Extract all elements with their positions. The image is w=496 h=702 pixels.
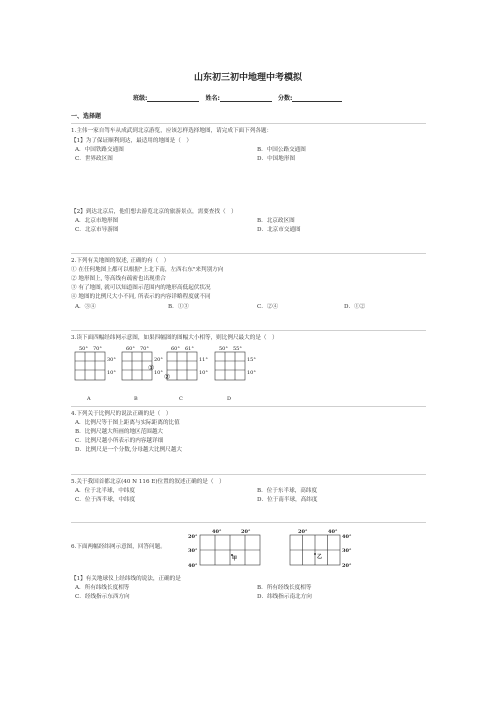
yi-right-bottom: 20° — [342, 563, 352, 569]
q2-option-c: C．②④ — [257, 304, 279, 310]
q4-stem: 4.下列关于比例尺的说法正确的是（ ） — [71, 411, 172, 417]
q4-option-a: A．比例尺等于图上距离与实际距离的比值 — [75, 420, 180, 426]
fig-c-top-left: 60° — [171, 346, 180, 352]
q6-p1-option-a: A．所有纬线长度相等 — [75, 585, 130, 591]
fig-a-right-top: 30° — [107, 357, 116, 363]
jia-left-middle: 30° — [188, 548, 198, 554]
q1-p2-option-b: B．北京政区图 — [257, 218, 295, 224]
fig-b-letter: B — [134, 396, 138, 402]
q6-p1-option-b: B．所有经线长度相等 — [257, 585, 312, 591]
fig-b-top-left: 60° — [126, 346, 135, 352]
q2-statement-4: ④ 地图的比例尺大小不同, 所表示的内容详略程度就不同 — [71, 294, 211, 300]
q6-p1-option-c: C．经线指示东西方向 — [75, 594, 130, 600]
q6-figure-yi — [288, 527, 358, 572]
fig-c-mark: ② — [164, 373, 171, 381]
fig-d-right-top: 15° — [247, 357, 256, 363]
divider — [71, 474, 426, 475]
yi-top-right: 40° — [328, 529, 338, 535]
q1-p1-option-b: B．中国公路交通图 — [257, 147, 306, 153]
jia-left-bottom: 40° — [188, 563, 198, 569]
q6-p1-stem: 【1】有关地球仪上经纬线的说法，正确的是 — [71, 576, 181, 582]
name-blank — [220, 95, 272, 102]
q6-p1-option-d: D．纬线指示南北方向 — [257, 594, 312, 600]
yi-right-middle: 30° — [342, 548, 352, 554]
class-label: 班级: — [133, 95, 148, 102]
jia-top-left: 40° — [212, 529, 222, 535]
q5-option-c: C．位于西半球，中纬度 — [75, 497, 136, 503]
fig-a-letter: A — [87, 396, 91, 402]
divider — [71, 253, 426, 254]
q2-option-a: A．③④ — [75, 304, 96, 310]
q1-p1-option-d: D．中国地形图 — [257, 156, 296, 162]
divider — [71, 522, 426, 523]
fig-c-right-bottom: 10° — [199, 370, 208, 376]
divider — [71, 330, 426, 331]
q3-stem: 3.读下面四幅经纬网示意图，如果四幅图的图幅大小相等，则比例尺最大的是（ ） — [71, 335, 278, 341]
q2-stem: 2.下列有关地图的叙述, 正确的有（ ） — [71, 258, 170, 264]
section-heading: 一、选择题 — [71, 113, 102, 120]
yi-point — [314, 553, 316, 555]
fig-b-right-top: 20° — [154, 357, 163, 363]
q2-statement-2: ② 地形图上, 等高线有疏密也出现重合 — [71, 276, 166, 282]
q4-option-d: D．比例尺是一个分数,分母越大比例尺越大 — [75, 447, 182, 453]
fig-a-right-bottom: 10° — [107, 370, 116, 376]
fig-d-top-left: 50° — [219, 346, 228, 352]
q2-option-d: D．①② — [344, 304, 366, 310]
jia-mark: 甲 — [232, 556, 238, 562]
q6-stem: 6.下面两幅经纬网示意图，回答问题。 — [71, 544, 166, 550]
q3-graticule-figure — [71, 344, 271, 402]
fig-b-top-right: 70° — [140, 346, 149, 352]
fig-b-right-bottom: 10° — [154, 370, 163, 376]
q1-p1-stem: 【1】为了保证顺利到达，最适用的地图是（ ） — [71, 138, 193, 144]
q2-option-b: B．①③ — [168, 304, 189, 310]
q2-statement-3: ③ 有了地图, 就可以知道图示范围内的地形高低起伏状况 — [71, 285, 211, 291]
q1-p2-option-d: D．北京市交通图 — [257, 227, 301, 233]
jia-left-top: 20° — [188, 534, 198, 540]
fig-a-top-left: 50° — [79, 346, 88, 352]
q1-p1-option-c: C．世界政区图 — [75, 156, 113, 162]
yi-top-left: 20° — [298, 529, 308, 535]
fig-c-letter: C — [179, 396, 183, 402]
q1-p2-option-c: C．北京市导游图 — [75, 227, 119, 233]
q5-option-d: D．位于南半球，高纬度 — [257, 497, 318, 503]
fig-c-top-right: 61° — [185, 346, 194, 352]
q4-option-b: B．比例尺越大所画的地区范围越大 — [75, 429, 164, 435]
fig-d-letter: D — [227, 396, 232, 402]
class-blank — [147, 95, 199, 102]
q1-stem: 1.主伟一家自驾车从成武到北京游览，应该怎样选择地图，请完成下面下列各题： — [71, 128, 273, 134]
jia-top-right: 20° — [241, 529, 251, 535]
q5-option-a: A．位于北半球，中纬度 — [75, 488, 135, 494]
fig-d-top-right: 55° — [233, 346, 242, 352]
divider — [71, 406, 426, 407]
fig-a-top-right: 70° — [93, 346, 102, 352]
yi-right-top: 40° — [342, 534, 352, 540]
fig-b-mark: ① — [148, 364, 155, 372]
q4-option-c: C．比例尺越小所表示的内容越详细 — [75, 438, 164, 444]
info-line — [133, 93, 342, 102]
name-label: 姓名: — [205, 95, 220, 102]
q1-p2-stem: 【2】到达北京后，他们想去游览北京的旅游景点，需要查找（ ） — [71, 209, 237, 215]
q1-p1-option-a: A．中国铁路交通图 — [75, 147, 124, 153]
fig-c-right-top: 11° — [199, 357, 208, 363]
q6-figure-jia — [186, 527, 276, 572]
page-title: 山东初三初中地理中考模拟 — [193, 73, 302, 83]
divider — [71, 123, 426, 124]
q5-option-b: B．位于东半球，高纬度 — [257, 488, 318, 494]
fig-d-right-bottom: 10° — [247, 370, 256, 376]
yi-mark: 乙 — [317, 554, 323, 560]
q1-p2-option-a: A．北京市地形图 — [75, 218, 119, 224]
score-blank — [292, 95, 342, 102]
q5-stem: 5.关于我国首都北京(40 N 116 E)位置的叙述正确的是（ ） — [71, 479, 225, 485]
score-label: 分数: — [278, 95, 293, 102]
q2-statement-1: ① 在任何地图上都可以根据"上北下南，左西右东"来判别方向 — [71, 267, 224, 273]
